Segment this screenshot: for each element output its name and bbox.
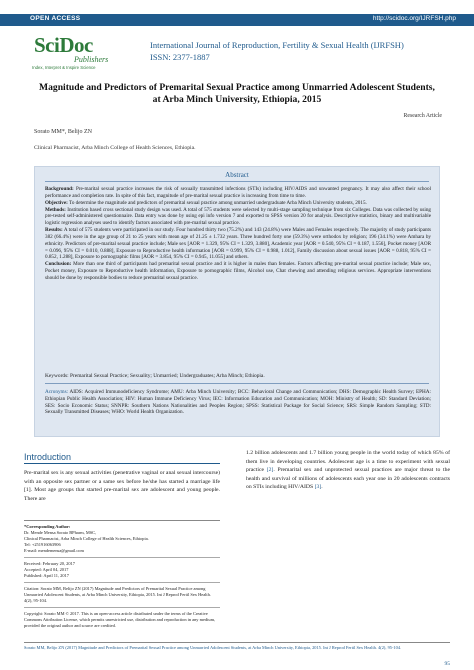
introduction-rule xyxy=(24,463,220,464)
intro-left-column: Pre-marital sex is any sexual activities (penetrative vaginal or anal sexual intercourse) with an opposite sex partner or a same sex before he/she has started a marriage life [1]. Most age groups that started pre-marital sex are adolescent and young people. There are xyxy=(24,470,220,502)
intro-right-text-b: . Premarital sex and unprotected sexual practices are major threat to the health and survival of millions of adolescents each year one in 20 adolescents contracts on STIs including HIV/AIDS xyxy=(246,467,450,491)
accepted-date: Accepted: April 04, 2017 xyxy=(24,567,69,572)
abstract-methods xyxy=(45,207,431,228)
reference-link-2[interactable]: [2] xyxy=(266,467,274,474)
article-title xyxy=(34,82,440,106)
journal-title: International Journal of Reproduction, Fertility & Sexual Health (IJRFSH) xyxy=(150,40,404,50)
acronyms-text: AIDS: Acquired Immunodeficiency Syndrome; AMU: Arba Minch University; BCC: Behavioral Change and Communication; DHS: Demographic Health Survey; EPHA: Ethiopian Public Health Association; HIV: Human Immune Deficiency Virus; IEC: Information Education and Communication; MOH: Ministry of Health; SD: Standard Deviation; SES: Socio Economic Status; SNNPR: Southern Nations Nationalities and Peoples Region; SPSS: Statistical Package for Social Science; SRS: Simple Random Sampling; STD: Sexually Transmitted Diseases; WHO: World Health Organization. xyxy=(45,389,431,416)
objective-text: To determine the magnitude and predictors of premarital sexual practice among unmarried undergraduate Arba Minch University students, 2015. xyxy=(69,199,367,206)
results-label: Results: xyxy=(45,227,63,234)
abstract-box xyxy=(34,166,440,437)
logo-sub: Publishers xyxy=(74,55,109,64)
keywords-rule xyxy=(45,383,429,384)
abstract-rule xyxy=(45,181,429,182)
abstract-objective xyxy=(45,200,431,207)
acronyms xyxy=(45,389,431,416)
corresponding-author-label: *Corresponding Author: xyxy=(24,524,71,529)
top-bar xyxy=(0,14,474,26)
journal-info xyxy=(150,40,460,62)
author-affiliation: Clinical Pharmacist, Arba Minch College of Health Sciences, Ethiopia. xyxy=(34,145,196,151)
keywords-text: Premarital Sexual Practice; Sexuality; Unmarried; Undergraduates; Arba Minch; Ethiopia. xyxy=(70,373,265,379)
corr-line-2: Clinical Pharmacist, Arba Minch College of Health Sciences, Ethiopia. xyxy=(24,536,149,541)
author-list: Sorato MM*, Belijo ZN xyxy=(34,129,92,135)
intro-right-column xyxy=(246,449,450,492)
corr-line-3: Tel: +251916063906 xyxy=(24,542,61,547)
corr-rule-3 xyxy=(24,607,220,608)
correspondence-box xyxy=(24,520,220,629)
page-number: 95 xyxy=(444,661,450,667)
conclusion-text: More than one third of participants had premarital sexual practice and it is higher in males than females. Factors affecting pre-marital sexual practice include; Male sex, Pocket money, Exposure to Reproductive health information, Exposure to pornographic films, Alcohol use, Chat chewing and attending religious services. Appropriate interventions should be done by responsible bodies to reduce premarital sexual practice. xyxy=(45,261,431,281)
methods-label: Methods: xyxy=(45,206,66,213)
keywords-label: Keywords: xyxy=(45,373,69,379)
logo-tagline: Index, Interpret & Inspire Science xyxy=(32,65,96,70)
abstract-conclusion xyxy=(45,261,431,282)
publisher-logo xyxy=(30,33,138,73)
received-date: Received: February 20, 2017 xyxy=(24,561,75,566)
background-text: Pre-marital sexual practice increases the risk of sexually transmitted infections (STIs) including HIV/AIDS and unwanted pregnancy. It may also affect their school performance and completion rate. In spite of this fact, magnitude of pre-marital sexual practice is increasing from time to time. xyxy=(45,186,432,199)
copyright-text: Copyright: Sorato MM © 2017. This is an open-access article distributed under the terms of the Creative Commons Attribution License, which permits unrestricted use, distribution and reproduction in any medium, provided the original author and source are credited. xyxy=(24,611,216,628)
keywords xyxy=(45,373,431,380)
citation-text: Citation: Sorato MM, Belijo ZN (2017) Magnitude and Predictors of Premarital Sexual Practice among Unmarried Adolescent Students, at Arba Minch University, Ethiopia, 2015. Int J Reprod Fertil Sex Health. 4(2), 95-104. xyxy=(24,586,211,603)
abstract-results xyxy=(45,227,431,261)
abstract-background xyxy=(45,186,431,200)
acronyms-label: Acronyms: xyxy=(45,389,69,395)
logo-word: SciDoc xyxy=(34,33,93,57)
masthead xyxy=(22,30,460,76)
results-text: A total of 575 students were participated in our study. Four hundred thirty two (75.2%) and 143 (24.8%) were Males and Females respectively. The majority of study participants 382 (66.4%) were in the age group of 21 to 25 years with mean age of 21.25 ± 1.732 years. Three hundred forty one (59.3%) were orthodox by religion; 196 (34.1%) were Amhara by ethnicity. Predictors of pre-marital sexual practice include; Male sex [AOR = 1.329, 95% CI = 1.329, 3.880], Academic year [AOR = 0.540, 95% CI = 0.187, 1.556], Pocket money [AOR = 0.096, 95% CI = 0.010, 0.888], Exposure to Reproductive health information [AOR = 0.999, 95% CI = 0.988, 1.012], Family discussion about sexual issues [AOR = 0.818, 95% CI = 0.852, 1.288], Exposure to pornographic films [AOR = 3.854, 95% CI = 0.945, 11.055] and others. xyxy=(45,227,431,261)
objective-label: Objective: xyxy=(45,199,68,206)
background-label: Background: xyxy=(45,186,74,192)
conclusion-label: Conclusion: xyxy=(45,261,72,268)
introduction-heading: Introduction xyxy=(24,452,72,462)
published-date: Published: April 11, 2017 xyxy=(24,573,69,578)
reference-link-3[interactable]: [3] xyxy=(314,484,322,491)
abstract-body xyxy=(45,186,431,282)
corr-rule-1 xyxy=(24,557,220,558)
abstract-heading: Abstract xyxy=(225,171,249,179)
corr-line-1: Dr. Mende Mensa Sorato BPharm, MSC, xyxy=(24,530,97,535)
corr-rule-2 xyxy=(24,582,220,583)
journal-issn: ISSN: 2377-1887 xyxy=(150,52,210,62)
page-footer: Sorato MM, Belijo ZN (2017) Magnitude and Predictors of Premarital Sexual Practice among Unmarried Adolescent Students, at Arba Minch University, Ethiopia, 2015. Int J Reprod Fertil Sex Health. 4(2), 95-104. xyxy=(24,642,450,651)
journal-url[interactable]: http://scidoc.org/IJRFSH.php xyxy=(372,15,456,22)
intro-right-text-a: 1.2 billion adolescents and 1.7 billion young people in the world today of which 85% of them live in developing countries. Adolescent age is a time to experiment with sexual practice xyxy=(246,450,450,474)
title-line-1: Magnitude and Predictors of Premarital Sexual Practice among Unmarried Adolescent Students, xyxy=(39,82,435,93)
open-access-label: OPEN ACCESS xyxy=(30,15,81,22)
intro-right-text-c: . xyxy=(321,484,323,491)
corr-line-4: E-mail: mendemensa@gmail.com xyxy=(24,548,84,553)
title-line-2: at Arba Minch University, Ethiopia, 2015 xyxy=(152,94,322,105)
article-type: Research Article xyxy=(403,113,442,119)
methods-text: Institution based cross sectional study design was used. A total of 575 students were selected by multi-stage sampling technique from six Colleges. Data was collected by using pre-tested self-administered questionnaire. Data entry was done by using epi info version 7 and exported to SPSS version 20 for analysis. Descriptive statistics, binary and multivariable logistic regression analyses used to identify factors associated with pre-marital sexual practice. xyxy=(45,206,431,227)
